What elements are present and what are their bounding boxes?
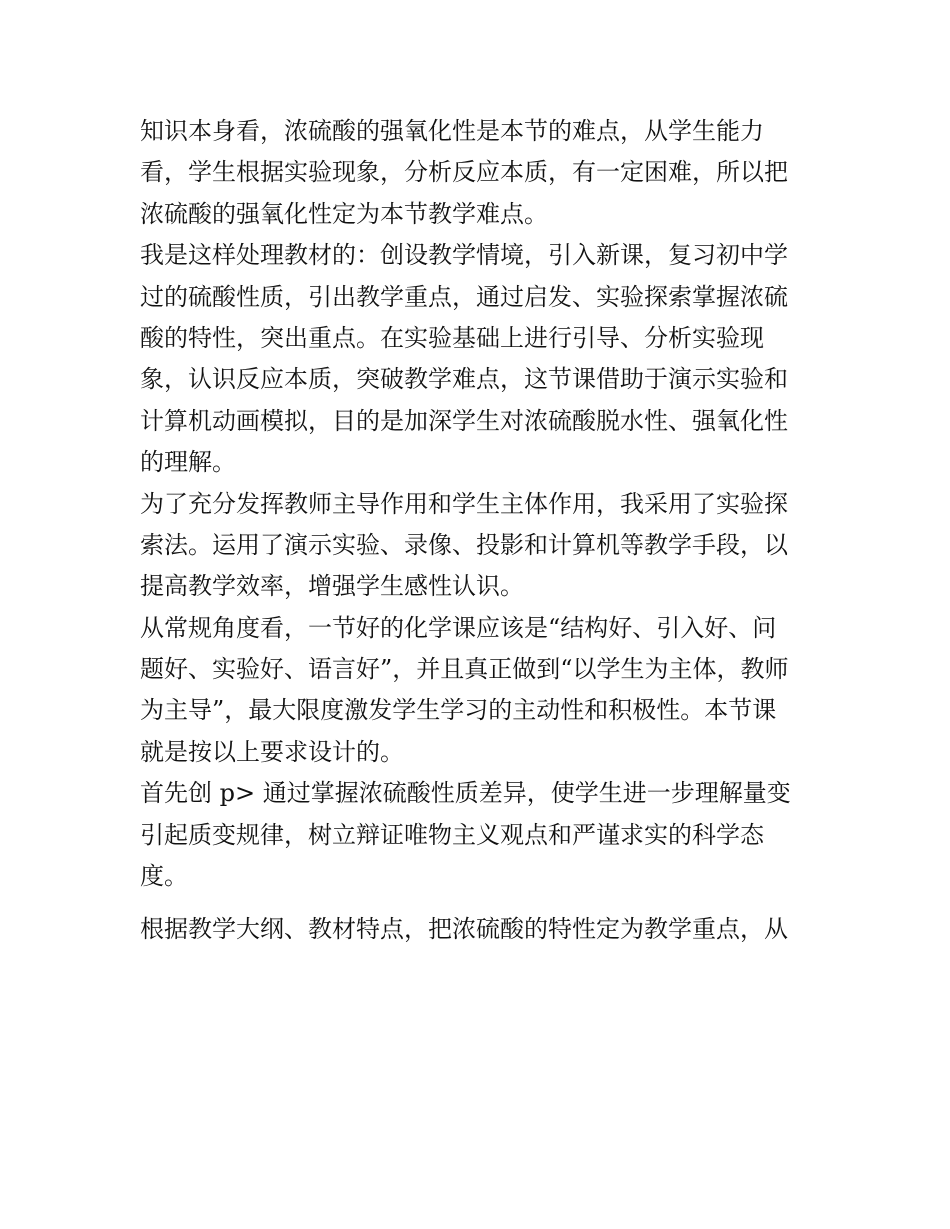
paragraph-key-points (140, 909, 815, 950)
text-line: 题好、实验好、语言好”，并且真正做到“以学生为主体，教师 (140, 655, 789, 684)
paragraph-materials (140, 235, 815, 483)
paragraph-methods (140, 484, 815, 608)
paragraph-design (140, 608, 815, 774)
text-line: 就是按以上要求设计的。 (140, 737, 404, 766)
text-line: 的理解。 (140, 448, 236, 477)
text-line: 象，认识反应本质，突破教学难点，这节课借助于演示实验和 (140, 365, 788, 394)
document-body (140, 111, 815, 951)
text-line: 看，学生根据实验现象，分析反应本质，有一定困难，所以把 (140, 158, 788, 187)
paragraph-objectives (140, 773, 815, 897)
text-line: 计算机动画模拟，目的是加深学生对浓硫酸脱水性、强氧化性 (140, 406, 788, 435)
text-line: 酸的特性，突出重点。在实验基础上进行引导、分析实验现 (140, 323, 764, 352)
text-line: 浓硫酸的强氧化性定为本节教学难点。 (140, 199, 548, 228)
paragraph-spacer (140, 897, 815, 909)
text-line: 为主导”，最大限度激发学生学习的主动性和积极性。本节课 (140, 696, 777, 725)
text-line: 知识本身看，浓硫酸的强氧化性是本节的难点，从学生能力 (140, 117, 764, 145)
text-line: 索法。运用了演示实验、录像、投影和计算机等教学手段，以 (140, 530, 788, 559)
text-line: 提高教学效率，增强学生感性认识。 (140, 572, 524, 601)
text-line: 从常规角度看，一节好的化学课应该是“结构好、引入好、问 (140, 613, 777, 642)
text-line: 首先创 p> 通过掌握浓硫酸性质差异，使学生进一步理解量变 (140, 779, 791, 808)
text-line: 度。 (140, 862, 188, 891)
text-line: 为了充分发挥教师主导作用和学生主体作用，我采用了实验探 (140, 489, 788, 518)
text-line: 引起质变规律，树立辩证唯物主义观点和严谨求实的科学态 (140, 820, 764, 849)
paragraph-difficulty (140, 111, 815, 235)
text-line: 根据教学大纲、教材特点，把浓硫酸的特性定为教学重点，从 (140, 915, 788, 944)
text-line: 过的硫酸性质，引出教学重点，通过启发、实验探索掌握浓硫 (140, 282, 788, 311)
text-line: 我是这样处理教材的：创设教学情境，引入新课，复习初中学 (140, 241, 788, 270)
